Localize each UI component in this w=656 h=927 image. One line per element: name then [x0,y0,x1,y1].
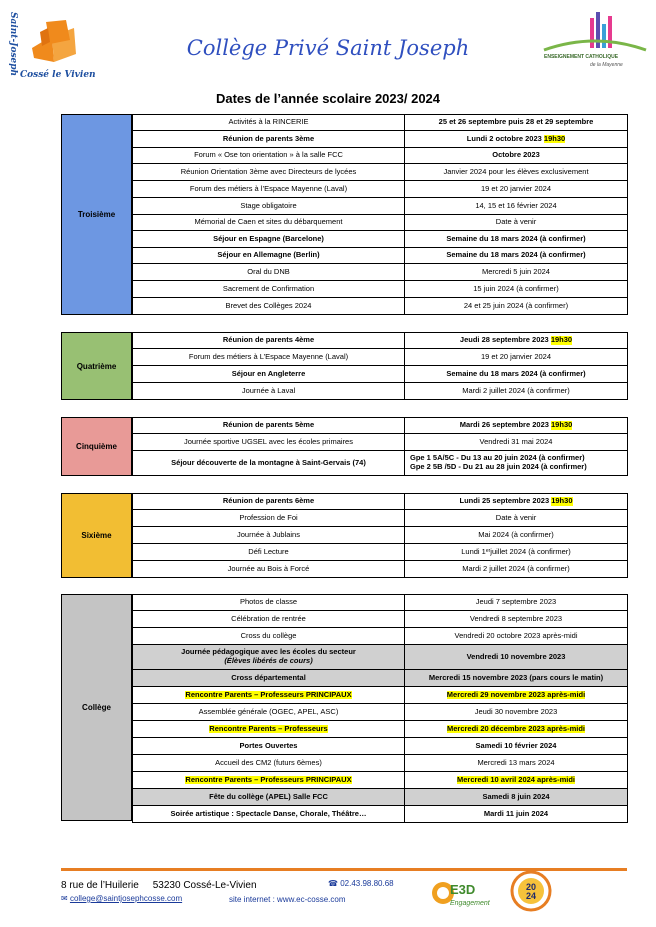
section-troisieme [61,114,628,315]
school-name: Collège Privé Saint Joseph [186,36,470,60]
table-row: Séjour découverte de la montagne à Saint-Gervais (74) Gpe 1 5A/5C - Du 13 au 20 juin 2024 (à confirmer) Gpe 2 5B /5D - Du 21 au 28 juin 2024 (à confirmer) [132,451,628,476]
table-row: Profession de Foi Date à venir [132,510,628,527]
table-row: Réunion Orientation 3ème avec Directeurs de lycées Janvier 2024 pour les élèves exclusivement [132,164,628,181]
table-row: Séjour en Angleterre Semaine du 18 mars 2024 (à confirmer) [132,366,628,383]
table-row: Réunion de parents 5ème Mardi 26 septembre 2023 19h30 [132,417,628,434]
table-row: Assemblée générale (OGEC, APEL, ASC) Jeudi 30 novembre 2023 [132,704,628,721]
category-label-college: Collège [61,594,132,821]
table-row: Forum « Ose ton orientation » à la salle FCC Octobre 2023 [132,148,628,164]
logo-right-line2: de la Mayenne [590,62,623,68]
e3d-logo-icon [430,876,490,910]
table-row: Réunion de parents 3ème Lundi 2 octobre 2023 19h30 [132,131,628,148]
table-row: Journée au Bois à Forcé Mardi 2 juillet 2024 (à confirmer) [132,561,628,578]
table-row: Rencontre Parents – Professeurs Mercredi 20 décembre 2023 après-midi [132,721,628,738]
category-label-sixieme: Sixième [61,493,132,578]
svg-text:24: 24 [525,891,537,901]
table-row: Célébration de rentrée Vendredi 8 septembre 2023 [132,611,628,628]
table-row: Accueil des CM2 (futurs 6èmes) Mercredi 13 mars 2024 [132,755,628,772]
table-row: Sacrement de Confirmation 15 juin 2024 (à confirmer) [132,281,628,298]
section-quatrieme [61,332,628,400]
footer-website[interactable]: site internet : www.ec-cosse.com [229,895,346,904]
table-row: Photos de classe Jeudi 7 septembre 2023 [132,594,628,611]
table-row: Réunion de parents 6ème Lundi 25 septembre 2023 19h30 [132,493,628,510]
table-row: Brevet des Collèges 2024 24 et 25 juin 2024 (à confirmer) [132,298,628,315]
colored-bars-icon [540,10,650,56]
table-row: Rencontre Parents – Professeurs PRINCIPAUX Mercredi 29 novembre 2023 après-midi [132,687,628,704]
table-row: Réunion de parents 4ème Jeudi 28 septembre 2023 19h30 [132,332,628,349]
email-link[interactable]: college@saintjosephcosse.com [69,894,183,903]
footer-address: 8 rue de l’Huilerie 53230 Cossé-Le-Vivien [61,880,257,891]
table-row: Défi Lecture Lundi 1 er juillet 2024 (à confirmer) [132,544,628,561]
table-row: Rencontre Parents – Professeurs PRINCIPAUX Mercredi 10 avril 2024 après-midi [132,772,628,789]
table-row: Fête du collège (APEL) Salle FCC Samedi 8 juin 2024 [132,789,628,806]
section-college [61,594,628,821]
table-row: Activités à la RINCERIE 25 et 26 septembre puis 28 et 29 septembre [132,114,628,131]
table-row: Forum des métiers à l’Espace Mayenne (Laval) 19 et 20 janvier 2024 [132,181,628,198]
logo-vertical-text: Saint-Joseph [8,12,18,77]
table-row: Journée à Jublains Mai 2024 (à confirmer) [132,527,628,544]
table-row: Mémorial de Caen et sites du débarquement Date à venir [132,215,628,231]
mail-icon: ✉ [61,894,68,903]
section-sixieme [61,493,628,578]
generation-2024-badge-icon [510,870,552,912]
logo-town-text: Cossé le Vivien [20,70,96,80]
svg-text:E3D: E3D [450,882,476,897]
table-row: Journée sportive UGSEL avec les écoles primaires Vendredi 31 mai 2024 [132,434,628,451]
category-label-cinquieme: Cinquième [61,417,132,476]
svg-text:20: 20 [525,882,537,892]
table-row: Séjour en Espagne (Barcelone) Semaine du 18 mars 2024 (à confirmer) [132,231,628,248]
table-row: Portes Ouvertes Samedi 10 février 2024 [132,738,628,755]
table-row: Oral du DNB Mercredi 5 juin 2024 [132,264,628,281]
section-cinquieme [61,417,628,476]
table-row: Séjour en Allemagne (Berlin) Semaine du 18 mars 2024 (à confirmer) [132,248,628,264]
table-row: Forum des métiers à L’Espace Mayenne (Laval) 19 et 20 janvier 2024 [132,349,628,366]
category-label-quatrieme: Quatrième [61,332,132,400]
logo-right-line1: ENSEIGNEMENT CATHOLIQUE [544,54,619,60]
website-link[interactable]: www.ec-cosse.com [277,895,346,904]
svg-text:Engagement: Engagement [450,900,490,907]
enseignement-catholique-logo [540,10,650,74]
table-row: Cross départemental Mercredi 15 novembre 2023 (pars cours le matin) [132,670,628,687]
table-row: Soirée artistique : Spectacle Danse, Chorale, Théâtre… Mardi 11 juin 2024 [132,806,628,823]
table-row: Stage obligatoire 14, 15 et 16 février 2024 [132,198,628,215]
footer-email[interactable] [61,894,182,903]
footer-phone: ☎ 02.43.98.80.68 [328,879,394,888]
table-row: Journée à Laval Mardi 2 juillet 2024 (à confirmer) [132,383,628,400]
table-row: Journée pédagogique avec les écoles du secteur (Élèves libérés de cours) Vendredi 10 novembre 2023 [132,645,628,670]
document-title: Dates de l’année scolaire 2023/ 2024 [215,91,441,106]
category-label-troisieme: Troisième [61,114,132,315]
phone-icon: ☎ [328,879,338,888]
table-row: Cross du collège Vendredi 20 octobre 2023 après-midi [132,628,628,645]
